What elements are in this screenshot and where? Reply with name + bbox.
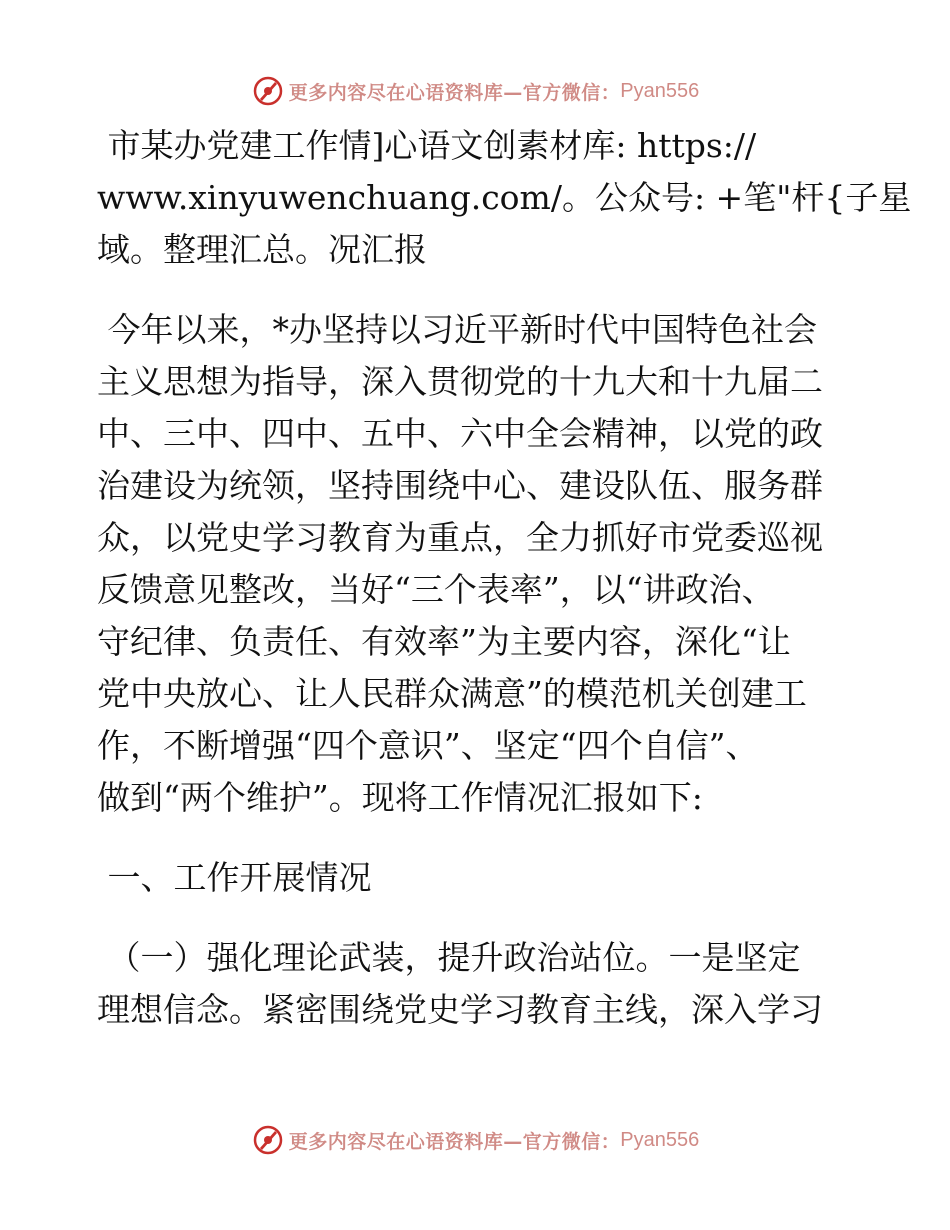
paragraph-line: 理想信念。紧密围绕党史学习教育主线，深入学习 xyxy=(97,990,823,1029)
paragraph-line: 中、三中、四中、五中、六中全会精神，以党的政 xyxy=(97,414,823,453)
paragraph-line: 众，以党史学习教育为重点，全力抓好市党委巡视 xyxy=(97,518,823,557)
feather-pen-logo-icon xyxy=(251,74,285,108)
footer-watermark-banner xyxy=(0,1120,950,1160)
watermark-text: 更多内容尽在心语资料库—官方微信： xyxy=(288,1130,621,1153)
paragraph-line: 党中央放心、让人民群众满意”的模范机关创建工 xyxy=(97,674,807,713)
paragraph-line: 治建设为统领，坚持围绕中心、建设队伍、服务群 xyxy=(97,466,823,505)
watermark-wechat-id: Pyan556 xyxy=(620,1128,700,1151)
paragraph-line: （一）强化理论武装，提升政治站位。一是坚定 xyxy=(97,938,801,977)
heading-line: 一、工作开展情况 xyxy=(97,858,372,897)
header-watermark-banner xyxy=(0,71,950,111)
paragraph-line: 做到“两个维护”。现将工作情况汇报如下: xyxy=(97,778,703,817)
title-line: www.xinyuwenchuang.com/。公众号: +笔"杆{子星 xyxy=(97,178,912,217)
section-one-paragraph xyxy=(97,932,857,1036)
document-title xyxy=(97,120,912,276)
watermark-wechat-id: Pyan556 xyxy=(620,79,700,102)
paragraph-line: 守纪律、负责任、有效率”为主要内容，深化“让 xyxy=(97,622,791,661)
title-line: 市某办党建工作情]心语文创素材库: https:// xyxy=(97,126,757,165)
intro-paragraph xyxy=(97,304,857,824)
document-body xyxy=(97,120,912,1036)
title-line: 域。整理汇总。况汇报 xyxy=(97,230,427,269)
feather-pen-logo-icon xyxy=(251,1123,285,1157)
paragraph-line: 作，不断增强“四个意识”、坚定“四个自信”、 xyxy=(97,726,759,765)
watermark-text: 更多内容尽在心语资料库—官方微信： xyxy=(288,81,621,104)
paragraph-line: 反馈意见整改，当好“三个表率”，以“讲政治、 xyxy=(97,570,775,609)
section-heading xyxy=(97,852,857,904)
paragraph-line: 今年以来，*办坚持以习近平新时代中国特色社会 xyxy=(97,310,817,349)
paragraph-line: 主义思想为指导，深入贯彻党的十九大和十九届二 xyxy=(97,362,823,401)
